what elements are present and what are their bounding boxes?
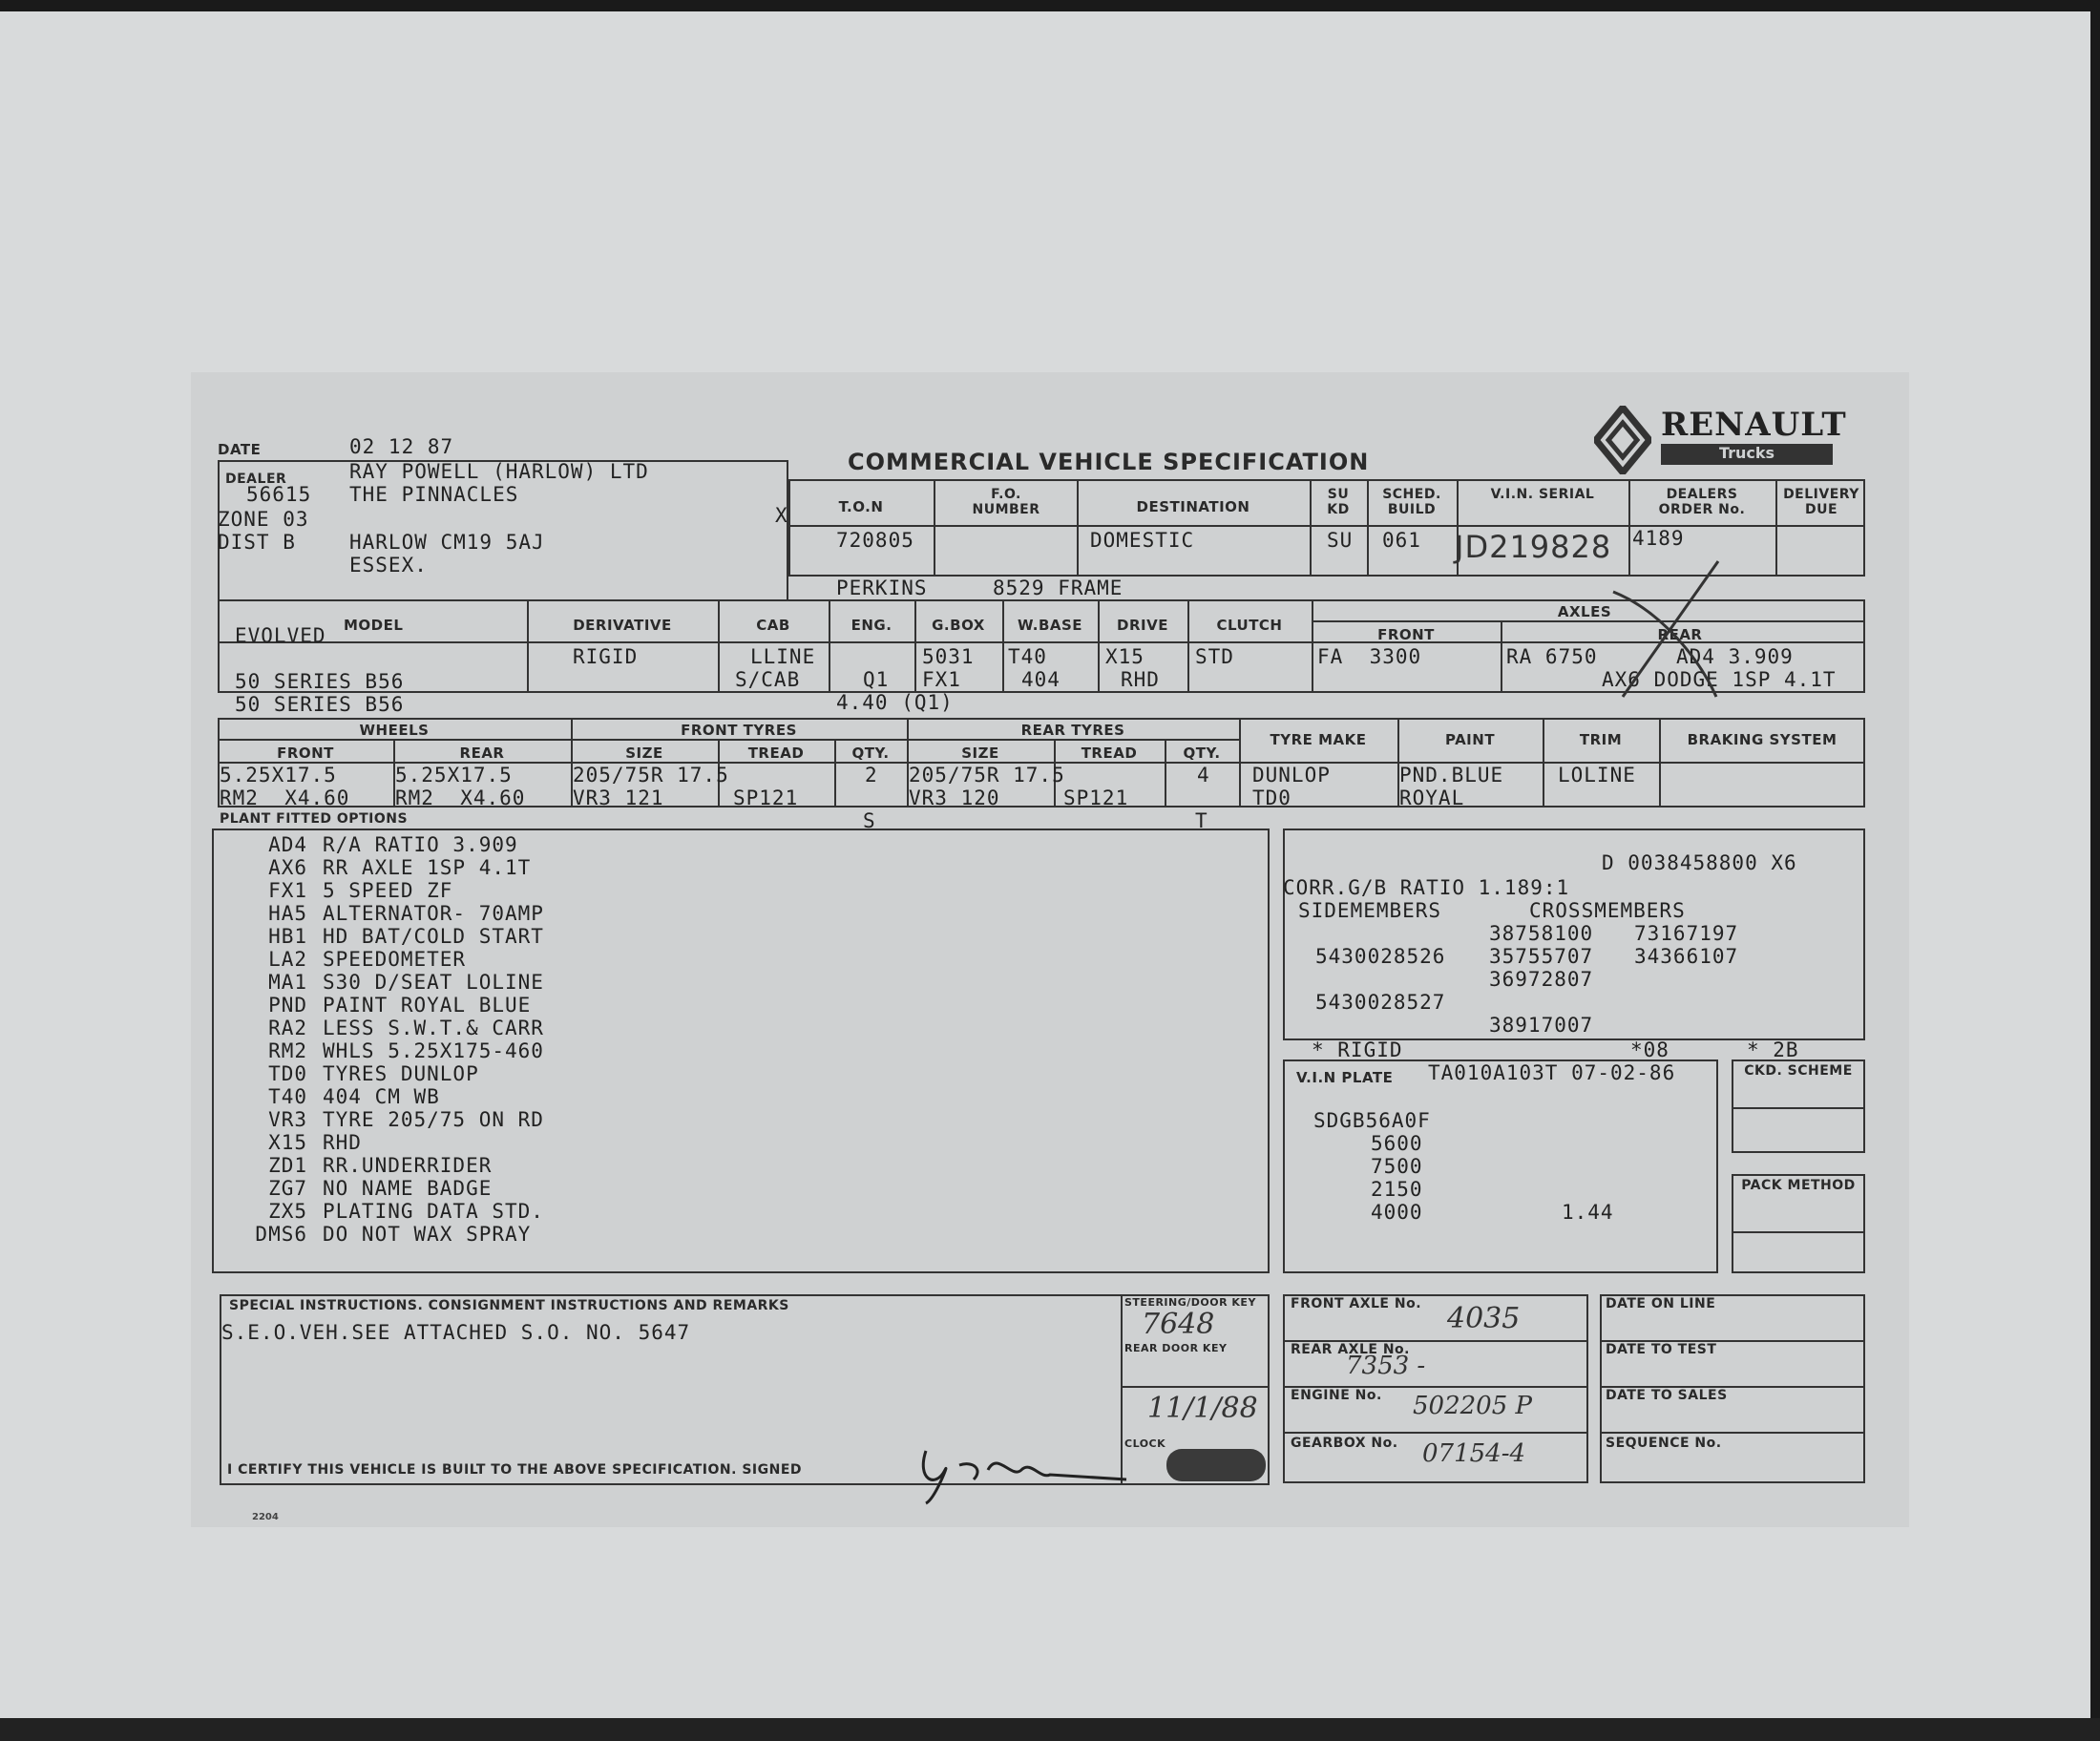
- tyre-make-code: TD0: [1252, 787, 1292, 809]
- option-desc: RR.UNDERRIDER: [323, 1154, 493, 1177]
- option-desc: S30 D/SEAT LOLINE: [323, 971, 544, 994]
- option-code: X15: [268, 1131, 307, 1154]
- gbox-value: 5031: [922, 645, 975, 668]
- chassis-ref: D 0038458800 X6: [1602, 851, 1797, 874]
- rear-tyre-qty: 4: [1197, 764, 1210, 787]
- code-2b: * 2B: [1747, 1038, 1799, 1061]
- rear-size-header: SIZE: [961, 745, 999, 762]
- front-tyre-qty: 2: [865, 764, 878, 787]
- special-instructions-label: SPECIAL INSTRUCTIONS. CONSIGNMENT INSTRUCTIONS AND REMARKS: [229, 1298, 789, 1313]
- option-code: AD4: [268, 833, 307, 856]
- tyre-make-header: TYRE MAKE: [1270, 731, 1367, 748]
- crossmembers-label: CROSSMEMBERS: [1529, 899, 1686, 922]
- renault-diamond-icon: [1594, 406, 1651, 474]
- front-tread-header: TREAD: [747, 745, 805, 762]
- option-item: [235, 948, 466, 971]
- form-number: 2204: [252, 1512, 279, 1522]
- option-desc: PAINT ROYAL BLUE: [323, 994, 532, 1017]
- wbase-value-2: 404: [1021, 668, 1060, 691]
- date-to-test-label: DATE TO TEST: [1606, 1342, 1717, 1357]
- pack-method-label: PACK METHOD: [1741, 1178, 1856, 1193]
- clock-stamp: [1166, 1449, 1266, 1481]
- option-code: MA1: [268, 971, 307, 994]
- option-code: ZD1: [268, 1154, 307, 1177]
- wheels-rear-header: REAR: [459, 745, 505, 762]
- paint-value: PND.BLUE: [1399, 764, 1504, 787]
- rigid-code: * RIGID: [1312, 1038, 1403, 1061]
- sidemember-1: 5430028526: [1315, 945, 1446, 968]
- option-code: AX6: [268, 856, 307, 879]
- dealer-address-line-3: HARLOW CM19 5AJ: [349, 531, 545, 554]
- braking-system-header: BRAKING SYSTEM: [1687, 731, 1838, 748]
- drive-header: DRIVE: [1117, 617, 1168, 634]
- option-code: FX1: [268, 879, 307, 902]
- destination-header: DESTINATION: [1136, 498, 1250, 515]
- clutch-header: CLUTCH: [1216, 617, 1283, 634]
- front-axle-no-label: FRONT AXLE No.: [1291, 1296, 1422, 1311]
- axles-header: AXLES: [1557, 603, 1612, 620]
- option-item: [235, 879, 452, 902]
- sched-build-header: SCHED. BUILD: [1382, 487, 1441, 517]
- option-desc: TYRE 205/75 ON RD: [323, 1108, 544, 1131]
- clock-date: 11/1/88: [1147, 1392, 1258, 1425]
- front-axle-value: FA 3300: [1317, 645, 1422, 668]
- dealer-number: 56615: [246, 483, 312, 506]
- front-size-header: SIZE: [625, 745, 663, 762]
- wbase-header: W.BASE: [1017, 617, 1083, 634]
- dealer-dist: DIST B: [218, 531, 296, 554]
- option-item: [235, 833, 518, 856]
- eng-line: 4.40 (Q1): [836, 691, 954, 714]
- option-desc: ALTERNATOR- 70AMP: [323, 902, 544, 925]
- gearbox-no-value: 07154-4: [1422, 1439, 1526, 1468]
- rear-tyres-header: REAR TYRES: [1020, 722, 1125, 739]
- rear-axle-no-value: 7353 -: [1346, 1352, 1426, 1380]
- steering-key-label: STEERING/DOOR KEY: [1124, 1296, 1256, 1309]
- model-header: MODEL: [344, 617, 404, 634]
- ton-header: T.O.N: [838, 498, 884, 515]
- engine-no-value: 502205 P: [1413, 1392, 1533, 1420]
- front-axle-no-value: 4035: [1447, 1302, 1521, 1335]
- rear-axle-ratio: AD4 3.909: [1676, 645, 1794, 668]
- vin-serial-value: JD219828: [1455, 529, 1612, 565]
- vin-factor: 1.44: [1562, 1201, 1614, 1224]
- paint-header: PAINT: [1444, 731, 1496, 748]
- wbase-value: T40: [1008, 645, 1047, 668]
- gb-ratio: CORR.G/B RATIO 1.189:1: [1283, 876, 1570, 899]
- scan-edge: [0, 1718, 2100, 1741]
- fo-number-header: F.O. NUMBER: [972, 487, 1040, 517]
- option-desc: RR AXLE 1SP 4.1T: [323, 856, 532, 879]
- option-item: [235, 856, 531, 879]
- trim-header: TRIM: [1579, 731, 1623, 748]
- paint-value-2: ROYAL: [1399, 787, 1465, 809]
- date-on-line-label: DATE ON LINE: [1606, 1296, 1716, 1311]
- option-item: [235, 1177, 492, 1200]
- engine-make-line: PERKINS: [836, 577, 928, 599]
- option-code: HB1: [268, 925, 307, 948]
- crossmember-a-1: 38758100: [1489, 922, 1594, 945]
- sidemembers-label: SIDEMEMBERS: [1298, 899, 1442, 922]
- ckd-scheme-label: CKD. SCHEME: [1744, 1063, 1853, 1079]
- date-value: 02 12 87: [349, 435, 454, 458]
- dealer-address-line-2: THE PINNACLES: [349, 483, 519, 506]
- options-label: PLANT FITTED OPTIONS: [220, 811, 409, 827]
- wheel-rear-code: RM2 X4.60: [395, 787, 526, 809]
- eng-value: Q1: [863, 668, 890, 691]
- crossmember-a-4: 38917007: [1489, 1014, 1594, 1037]
- sidemember-2: 5430028527: [1315, 991, 1446, 1014]
- model-repeat: 50 SERIES B56: [235, 693, 405, 716]
- option-desc: 404 CM WB: [323, 1085, 440, 1108]
- model-prefix: EVOLVED: [235, 624, 326, 647]
- dealer-label: DEALER: [225, 472, 287, 487]
- option-desc: 5 SPEED ZF: [323, 879, 453, 902]
- dealer-address-line-1: RAY POWELL (HARLOW) LTD: [349, 460, 649, 483]
- handwritten-cross-mark: [1604, 554, 1737, 706]
- option-desc: LESS S.W.T.& CARR: [323, 1017, 544, 1039]
- drive-value: X15: [1105, 645, 1144, 668]
- rear-tyre-size: 205/75R 17.5: [909, 764, 1065, 787]
- option-desc: NO NAME BADGE: [323, 1177, 493, 1200]
- front-tyre-size: 205/75R 17.5: [573, 764, 729, 787]
- wheels-header: WHEELS: [359, 722, 430, 739]
- vin-plate-box: [1283, 1059, 1718, 1273]
- vin-weight-1: 5600: [1371, 1132, 1423, 1155]
- rear-tread-header: TREAD: [1081, 745, 1138, 762]
- cab-value-2: S/CAB: [735, 668, 801, 691]
- option-item: [235, 1200, 544, 1223]
- option-item: [235, 1154, 492, 1177]
- wheel-front-code: RM2 X4.60: [220, 787, 350, 809]
- delivery-due-header: DELIVERY DUE: [1783, 487, 1859, 517]
- option-code: ZG7: [268, 1177, 307, 1200]
- rear-door-key-label: REAR DOOR KEY: [1124, 1342, 1228, 1354]
- dealer-address-line-4: ESSEX.: [349, 554, 428, 577]
- axle-front-header: FRONT: [1377, 626, 1435, 643]
- wheel-rear-size: 5.25X17.5: [395, 764, 513, 787]
- front-qty-header: QTY.: [851, 745, 890, 762]
- option-code: RM2: [268, 1039, 307, 1062]
- form-title: COMMERCIAL VEHICLE SPECIFICATION: [848, 449, 1370, 475]
- option-item: [235, 1017, 544, 1039]
- gbox-header: G.BOX: [932, 617, 985, 634]
- cab-header: CAB: [756, 617, 790, 634]
- dealer-x-mark: X: [775, 504, 788, 527]
- vin-weight-4: 4000: [1371, 1201, 1423, 1224]
- option-desc: R/A RATIO 3.909: [323, 833, 518, 856]
- option-code: TD0: [268, 1062, 307, 1085]
- certify-label: I CERTIFY THIS VEHICLE IS BUILT TO THE ABOVE SPECIFICATION. SIGNED: [227, 1462, 803, 1478]
- wheels-front-header: FRONT: [277, 745, 334, 762]
- vin-plate-value: TA010A103T 07-02-86: [1428, 1061, 1676, 1084]
- option-item: [235, 1223, 531, 1246]
- clock-label: CLOCK: [1124, 1437, 1166, 1450]
- rear-axle-type: AX6 DODGE 1SP 4.1T: [1602, 668, 1837, 691]
- code-08: *08: [1630, 1038, 1670, 1061]
- date-to-sales-label: DATE TO SALES: [1606, 1388, 1728, 1403]
- option-item: [235, 994, 531, 1017]
- date-label: DATE: [218, 441, 262, 458]
- ton-value: 720805: [836, 529, 914, 552]
- sched-build-value: 061: [1382, 529, 1421, 552]
- axle-rear-header: REAR: [1657, 626, 1703, 643]
- option-code: DMS6: [255, 1223, 307, 1246]
- derivative-header: DERIVATIVE: [573, 617, 672, 634]
- option-desc: WHLS 5.25X175-460: [323, 1039, 544, 1062]
- gearbox-no-label: GEARBOX No.: [1291, 1436, 1398, 1451]
- option-item: [235, 925, 544, 948]
- rear-axle-value: RA 6750: [1506, 645, 1598, 668]
- engine-no-label: ENGINE No.: [1291, 1388, 1382, 1403]
- vin-serial-header: V.I.N. SERIAL: [1490, 487, 1595, 502]
- option-desc: DO NOT WAX SPRAY: [323, 1223, 532, 1246]
- brand-name: RENAULT: [1661, 406, 1847, 444]
- crossmember-b-2: 34366107: [1634, 945, 1739, 968]
- option-code: RA2: [268, 1017, 307, 1039]
- option-desc: SPEEDOMETER: [323, 948, 467, 971]
- option-desc: PLATING DATA STD.: [323, 1200, 544, 1223]
- eng-header: ENG.: [850, 617, 892, 634]
- option-item: [235, 1131, 362, 1154]
- signature-icon: [907, 1432, 1136, 1508]
- drive-value-2: RHD: [1121, 668, 1160, 691]
- brand-sub: Trucks: [1661, 444, 1833, 465]
- sequence-no-label: SEQUENCE No.: [1606, 1436, 1722, 1451]
- option-item: [235, 902, 544, 925]
- dealer-zone: ZONE 03: [218, 508, 309, 531]
- option-desc: HD BAT/COLD START: [323, 925, 544, 948]
- crossmember-a-2: 35755707: [1489, 945, 1594, 968]
- rear-axle-no-label: REAR AXLE No.: [1291, 1342, 1410, 1357]
- option-desc: TYRES DUNLOP: [323, 1062, 479, 1085]
- vin-weight-2: 7500: [1371, 1155, 1423, 1178]
- front-tyre-tread: SP121: [733, 787, 799, 809]
- option-code: VR3: [268, 1108, 307, 1131]
- clutch-value: STD: [1195, 645, 1234, 668]
- front-tyre-code: VR3 121: [573, 787, 664, 809]
- gbox-value-2: FX1: [922, 668, 961, 691]
- dealers-order-header: DEALERS ORDER No.: [1658, 487, 1746, 517]
- option-item: [235, 1039, 544, 1062]
- steering-key-value: 7648: [1142, 1308, 1215, 1341]
- rear-tyre-code: VR3 120: [909, 787, 1000, 809]
- trim-value: LOLINE: [1558, 764, 1636, 787]
- wheel-front-size: 5.25X17.5: [220, 764, 337, 787]
- front-qty-mark: S: [863, 809, 876, 832]
- destination-value: DOMESTIC: [1090, 529, 1195, 552]
- vin-plate-code: SDGB56A0F: [1313, 1109, 1431, 1132]
- option-code: HA5: [268, 902, 307, 925]
- su-kd-header: SU KD: [1327, 487, 1350, 517]
- rear-tyre-tread: SP121: [1063, 787, 1129, 809]
- rear-qty-header: QTY.: [1183, 745, 1221, 762]
- option-code: PND: [268, 994, 307, 1017]
- special-instructions-text: S.E.O.VEH.SEE ATTACHED S.O. NO. 5647: [221, 1321, 691, 1344]
- option-item: [235, 1085, 440, 1108]
- renault-logo: [1594, 406, 1847, 478]
- crossmember-a-3: 36972807: [1489, 968, 1594, 991]
- su-kd-value: SU: [1327, 529, 1354, 552]
- option-desc: RHD: [323, 1131, 362, 1154]
- option-item: [235, 1108, 544, 1131]
- vin-plate-label: V.I.N PLATE: [1296, 1069, 1394, 1086]
- cab-value: LLINE: [750, 645, 816, 668]
- vin-weight-3: 2150: [1371, 1178, 1423, 1201]
- model-value: 50 SERIES B56: [235, 670, 405, 693]
- option-code: T40: [268, 1085, 307, 1108]
- derivative-value: RIGID: [573, 645, 639, 668]
- option-item: [235, 971, 544, 994]
- frame-line: 8529 FRAME: [993, 577, 1124, 599]
- option-code: ZX5: [268, 1200, 307, 1223]
- dealers-order-value: 4189: [1632, 527, 1685, 550]
- rear-qty-mark: T: [1195, 809, 1208, 832]
- option-code: LA2: [268, 948, 307, 971]
- option-item: [235, 1062, 479, 1085]
- crossmember-b-1: 73167197: [1634, 922, 1739, 945]
- front-tyres-header: FRONT TYRES: [681, 722, 797, 739]
- tyre-make-value: DUNLOP: [1252, 764, 1331, 787]
